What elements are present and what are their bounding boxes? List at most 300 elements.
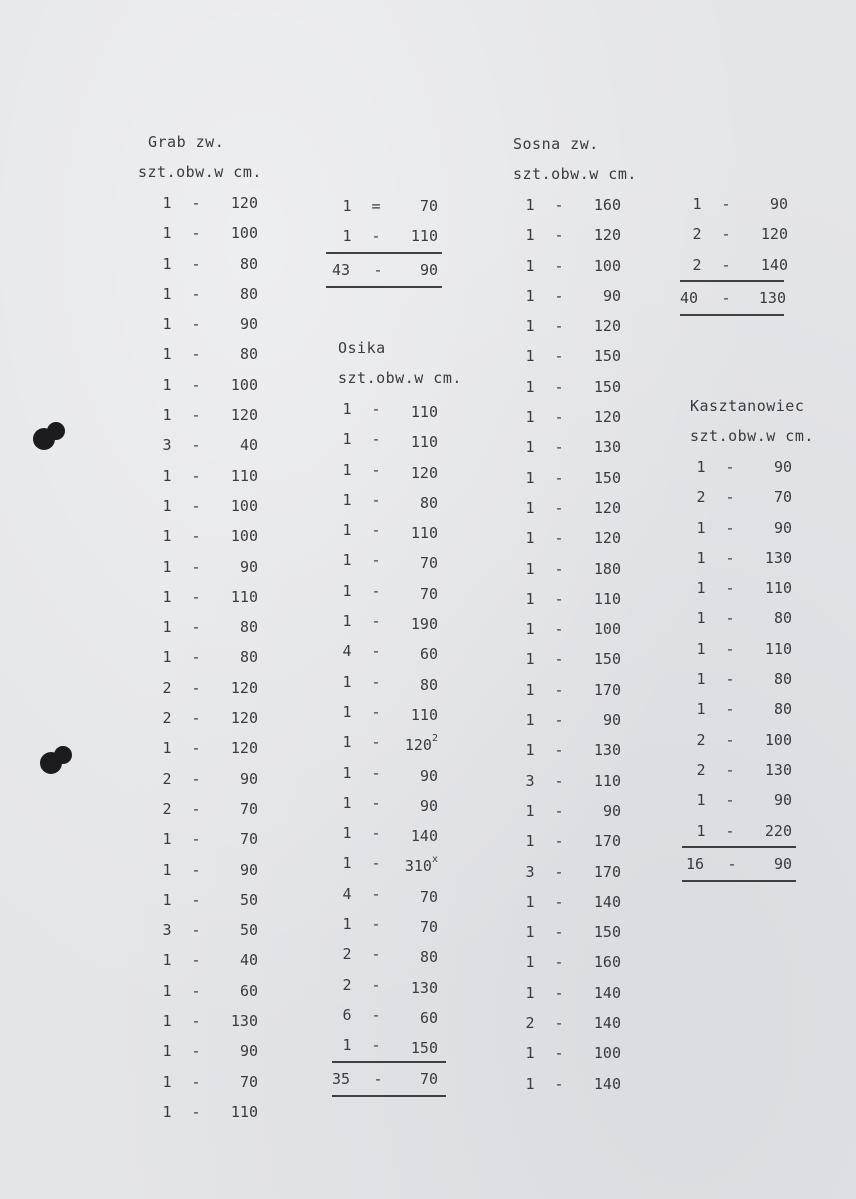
row-dash: - [725, 518, 735, 537]
grab-total-row [332, 254, 442, 286]
tally-row [158, 885, 262, 915]
tally-row [158, 279, 262, 309]
row-dash: - [191, 345, 201, 364]
row-value-text: 70 [419, 554, 438, 573]
row-dash: - [371, 490, 381, 509]
row-count: 1 [342, 702, 352, 721]
kasztanowiec-subheader: szt.obw.w cm. [690, 427, 814, 445]
row-value: 120 [230, 709, 258, 728]
row-value: 170 [593, 832, 621, 851]
grab-title: Grab zw. [148, 133, 225, 151]
tally-row [521, 523, 637, 553]
row-value: 110 [230, 466, 258, 485]
row-value-text: 110 [410, 403, 438, 421]
row-count: 2 [692, 225, 702, 244]
row-dash: - [371, 854, 381, 873]
tally-row [338, 939, 462, 969]
row-dash: - [554, 862, 564, 881]
row-dash: - [554, 226, 564, 245]
row-dash: - [554, 377, 564, 396]
tally-row [521, 614, 637, 644]
row-dash: - [554, 317, 564, 336]
tally-row [338, 879, 462, 909]
tally-row [158, 703, 262, 733]
tally-row [158, 309, 262, 339]
row-value: 110 [764, 579, 792, 598]
grab-continuation-rows [338, 191, 442, 252]
row-dash: - [554, 1044, 564, 1063]
tally-row [158, 945, 262, 975]
row-count: 1 [162, 981, 172, 1000]
tally-row [338, 1000, 462, 1030]
row-dash: - [191, 284, 201, 303]
row-count: 1 [525, 680, 535, 699]
row-count: 1 [525, 498, 535, 517]
row-count: 1 [162, 194, 172, 212]
row-count: 1 [162, 1042, 172, 1061]
tally-row [692, 694, 814, 724]
row-value [396, 455, 438, 485]
kasztanowiec-total-count: 16 [686, 854, 705, 873]
row-value: 90 [239, 557, 258, 576]
row-count: 1 [342, 227, 352, 246]
row-value: 140 [593, 983, 621, 1002]
row-value: 80 [773, 609, 792, 628]
row-count: 1 [342, 400, 352, 418]
row-value: 120 [593, 317, 621, 336]
row-dash: - [191, 375, 201, 394]
row-value: 170 [593, 680, 621, 699]
row-dash: - [191, 315, 201, 334]
osika-subheader: szt.obw.w cm. [338, 369, 462, 387]
row-count: 1 [525, 377, 535, 396]
row-count: 1 [342, 551, 352, 570]
row-count: 1 [162, 375, 172, 394]
row-value: 130 [230, 1012, 258, 1031]
row-dash: - [725, 821, 735, 840]
punch-hole-bottom [40, 752, 62, 774]
row-count: 1 [696, 700, 706, 719]
row-value: 90 [773, 458, 792, 476]
row-value: 70 [773, 488, 792, 507]
row-count: 1 [162, 557, 172, 576]
tally-row [521, 311, 637, 341]
row-count: 1 [342, 460, 352, 479]
row-value: 90 [773, 518, 792, 537]
tally-row [158, 824, 262, 854]
row-dash: - [191, 1072, 201, 1091]
row-value: 80 [773, 670, 792, 689]
row-count: 1 [696, 639, 706, 658]
row-dash: - [371, 672, 381, 691]
row-value: 70 [239, 1072, 258, 1091]
row-value-text: 60 [419, 645, 438, 664]
row-dash: - [554, 498, 564, 517]
row-dash: - [371, 612, 381, 631]
row-count: 1 [696, 518, 706, 537]
kasztanowiec-sum-rule-bottom [682, 880, 796, 882]
row-value: 110 [593, 771, 621, 790]
tally-row [521, 675, 637, 705]
row-dash: - [554, 1014, 564, 1033]
tally-row [338, 515, 462, 545]
row-value: 150 [593, 923, 621, 942]
row-value: 140 [593, 1014, 621, 1033]
tally-row [692, 785, 814, 815]
row-value: 100 [764, 730, 792, 749]
row-dash: - [191, 921, 201, 940]
row-value [396, 424, 438, 454]
row-value-text: 110 [410, 433, 438, 452]
row-count: 1 [342, 915, 352, 934]
osika-sum-rule-bottom [332, 1095, 446, 1097]
tally-row [158, 764, 262, 794]
row-count: 1 [525, 923, 535, 942]
row-value: 90 [602, 286, 621, 305]
row-dash: - [725, 458, 735, 476]
row-dash: - [191, 224, 201, 243]
row-value: 120 [593, 529, 621, 548]
row-value: 90 [239, 769, 258, 788]
row-count: 1 [525, 1074, 535, 1093]
row-dash: - [191, 1042, 201, 1061]
row-dash: - [371, 975, 381, 994]
row-value [396, 394, 438, 424]
tally-row [521, 341, 637, 371]
row-count: 1 [342, 197, 352, 215]
row-count: 1 [162, 860, 172, 879]
row-value [396, 697, 438, 727]
tally-row [521, 857, 637, 887]
tally-row [692, 573, 814, 603]
row-value: 120 [593, 498, 621, 517]
row-count: 3 [525, 862, 535, 881]
row-dash: - [191, 496, 201, 515]
row-count: 1 [162, 618, 172, 637]
row-dash: - [191, 678, 201, 697]
row-value: 70 [239, 830, 258, 849]
grab-total-dash: - [373, 260, 383, 279]
row-dash: - [191, 618, 201, 637]
tally-row [338, 545, 462, 575]
kasztanowiec-total-dash: - [727, 854, 737, 873]
row-count: 1 [525, 286, 535, 305]
row-value: 110 [764, 639, 792, 658]
row-dash: - [191, 436, 201, 455]
tally-row [521, 402, 637, 432]
tally-row [521, 644, 637, 674]
row-count: 1 [525, 801, 535, 820]
row-dash: - [554, 196, 564, 214]
sosna-total-count: 40 [680, 288, 699, 307]
row-value [396, 1000, 438, 1030]
tally-row [521, 917, 637, 947]
row-value: 100 [230, 527, 258, 546]
row-dash: - [371, 581, 381, 600]
row-value: 90 [602, 801, 621, 820]
row-count: 2 [696, 488, 706, 507]
row-value [396, 939, 438, 969]
tally-row [338, 697, 462, 727]
row-value [396, 667, 438, 697]
tally-row [158, 642, 262, 672]
row-dash: - [554, 1074, 564, 1093]
row-count: 2 [162, 799, 172, 818]
sosna-rows [521, 190, 637, 1099]
row-dash: - [191, 466, 201, 485]
row-dash: - [191, 769, 201, 788]
tally-row [158, 430, 262, 460]
row-value: 120 [230, 406, 258, 425]
row-value: 120 [230, 194, 258, 212]
row-value: 100 [593, 620, 621, 639]
row-count: 1 [162, 496, 172, 515]
row-count: 2 [692, 255, 702, 274]
row-count: 1 [525, 650, 535, 669]
row-dash: - [554, 438, 564, 457]
row-dash: - [191, 951, 201, 970]
osika-total-value: 70 [419, 1069, 438, 1088]
row-dash: - [725, 700, 735, 719]
row-dash: - [721, 225, 731, 244]
tally-row [338, 667, 462, 697]
row-count: 1 [162, 648, 172, 667]
row-dash: - [554, 953, 564, 972]
row-dash: - [191, 830, 201, 849]
row-count: 1 [342, 854, 352, 873]
row-count: 1 [696, 609, 706, 628]
tally-row [338, 606, 462, 636]
row-dash: - [554, 680, 564, 699]
row-count: 2 [525, 1014, 535, 1033]
row-value: 140 [593, 1074, 621, 1093]
row-dash: - [371, 1036, 381, 1055]
row-dash: - [371, 915, 381, 934]
row-value: 220 [764, 821, 792, 840]
row-value: 90 [602, 711, 621, 730]
row-value: 70 [239, 799, 258, 818]
row-value: 90 [239, 315, 258, 334]
row-dash: - [191, 406, 201, 425]
row-dash: - [191, 860, 201, 879]
row-dash: - [191, 254, 201, 273]
tally-row [338, 970, 462, 1000]
row-value [396, 515, 438, 545]
row-count: 1 [162, 315, 172, 334]
row-dash: - [554, 650, 564, 669]
row-dash: - [191, 709, 201, 728]
row-dash: - [554, 559, 564, 578]
osika-title: Osika [338, 339, 386, 357]
row-dash: - [725, 639, 735, 658]
row-count: 1 [525, 468, 535, 487]
row-count: 1 [162, 254, 172, 273]
tally-row [521, 796, 637, 826]
row-dash: - [554, 468, 564, 487]
row-count: 1 [162, 1072, 172, 1091]
row-value-superscript: 2 [431, 733, 438, 745]
osika-column [332, 333, 462, 1097]
tally-row [688, 219, 788, 249]
tally-row [521, 978, 637, 1008]
kasztanowiec-title: Kasztanowiec [690, 397, 805, 415]
row-value: 100 [230, 375, 258, 394]
row-value [396, 909, 438, 939]
row-value: 170 [593, 862, 621, 881]
tally-row [158, 733, 262, 763]
row-value-text: 60 [419, 1008, 438, 1027]
tally-row [338, 485, 462, 515]
row-value: 90 [239, 1042, 258, 1061]
row-dash: - [554, 589, 564, 608]
row-dash: - [371, 430, 381, 449]
tally-row [521, 705, 637, 735]
sosna-total-dash: - [721, 288, 731, 307]
row-value [396, 848, 438, 878]
row-count: 1 [342, 733, 352, 752]
sosna-continuation [680, 189, 788, 316]
row-value: 120 [230, 739, 258, 758]
row-count: 2 [342, 975, 352, 994]
row-value-text: 110 [410, 705, 438, 724]
tally-row [521, 220, 637, 250]
tally-row [692, 725, 814, 755]
row-count: 1 [162, 587, 172, 606]
row-value: 150 [593, 347, 621, 366]
row-dash: - [554, 529, 564, 548]
tally-row [521, 463, 637, 493]
row-count: 1 [525, 196, 535, 214]
row-dash: - [191, 739, 201, 758]
row-value: 120 [593, 226, 621, 245]
row-count: 6 [342, 1005, 352, 1024]
row-dash: - [554, 801, 564, 820]
tally-row [338, 636, 462, 666]
row-dash: - [371, 551, 381, 570]
row-dash: - [371, 521, 381, 540]
tally-row [158, 400, 262, 430]
row-count: 1 [162, 1012, 172, 1031]
tally-row [158, 612, 262, 642]
grab-subheader: szt.obw.w cm. [138, 163, 262, 181]
row-count: 1 [162, 527, 172, 546]
row-count: 1 [525, 347, 535, 366]
row-value: 100 [230, 224, 258, 243]
row-value-text: 90 [419, 766, 438, 785]
row-dash: - [721, 255, 731, 274]
row-count: 1 [525, 832, 535, 851]
tally-row [158, 552, 262, 582]
row-count: 3 [162, 921, 172, 940]
tally-row [338, 848, 462, 878]
row-value-text: 310 [404, 857, 432, 876]
tally-row [521, 432, 637, 462]
tally-row [692, 664, 814, 694]
row-count: 1 [525, 741, 535, 760]
row-count: 1 [525, 589, 535, 608]
tally-row [338, 1030, 462, 1060]
row-dash: - [725, 730, 735, 749]
tally-row [338, 818, 462, 848]
row-value: 140 [593, 892, 621, 911]
tally-row [692, 543, 814, 573]
row-dash: - [371, 227, 381, 246]
row-value: 130 [764, 760, 792, 779]
tally-row [521, 281, 637, 311]
row-dash: - [371, 642, 381, 661]
row-count: 1 [162, 830, 172, 849]
row-value [396, 970, 438, 1000]
row-dash: - [191, 194, 201, 212]
tally-row [338, 788, 462, 818]
row-value-text: 140 [410, 827, 438, 846]
grab-sum-rule-bottom [326, 286, 442, 288]
tally-row [158, 1097, 262, 1127]
tally-row [158, 521, 262, 551]
row-value: 130 [593, 438, 621, 457]
tally-row [521, 251, 637, 281]
row-count: 1 [525, 711, 535, 730]
row-dash: - [371, 1005, 381, 1024]
row-count: 1 [696, 791, 706, 810]
row-count: 1 [525, 620, 535, 639]
row-dash: - [554, 892, 564, 911]
row-count: 1 [525, 1044, 535, 1063]
row-value: 110 [230, 1102, 258, 1121]
tally-row [338, 221, 442, 251]
osika-total-row [332, 1063, 462, 1095]
row-count: 1 [342, 612, 352, 631]
row-value: 100 [230, 496, 258, 515]
row-count: 1 [342, 581, 352, 600]
row-value: 140 [760, 255, 788, 274]
row-value: 130 [764, 548, 792, 567]
kasztanowiec-rows [692, 452, 814, 846]
tally-row [338, 191, 442, 221]
tally-row [692, 513, 814, 543]
row-dash: - [554, 347, 564, 366]
tally-row [158, 855, 262, 885]
kasztanowiec-total-row [686, 848, 814, 880]
row-dash: - [554, 256, 564, 275]
row-count: 1 [162, 406, 172, 425]
row-value: 80 [239, 254, 258, 273]
row-count: 1 [342, 1036, 352, 1055]
row-dash: - [725, 579, 735, 598]
tally-row [521, 947, 637, 977]
tally-row [158, 218, 262, 248]
row-dash: - [725, 760, 735, 779]
tally-row [158, 582, 262, 612]
sosna-continuation-rows [688, 189, 788, 280]
row-value: 80 [239, 284, 258, 303]
row-count: 2 [162, 709, 172, 728]
tally-row [521, 1069, 637, 1099]
grab-total-value: 90 [419, 260, 438, 279]
row-value: 120 [760, 225, 788, 244]
row-count: 1 [162, 466, 172, 485]
row-value-text: 70 [419, 918, 438, 937]
row-value-text: 90 [419, 796, 438, 815]
row-value: 90 [239, 860, 258, 879]
row-count: 1 [525, 256, 535, 275]
row-count: 4 [342, 642, 352, 661]
row-value-text: 80 [419, 675, 438, 694]
row-count: 1 [525, 529, 535, 548]
row-dash: - [554, 983, 564, 1002]
tally-row [521, 554, 637, 584]
row-value: 50 [239, 890, 258, 909]
